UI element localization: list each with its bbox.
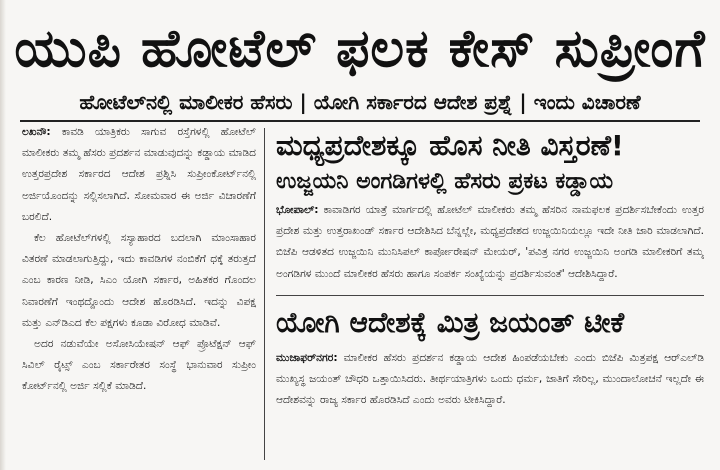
right-column	[276, 122, 704, 460]
jayant-article-body	[276, 348, 704, 412]
mp-article-headline: ಮಧ್ಯಪ್ರದೇಶಕ್ಕೂ ಹೊಸ ನೀತಿ ವಿಸ್ತರಣೆ!	[276, 129, 624, 162]
main-headline: ಯುಪಿ ಹೋಟೆಲ್ ಫಲಕ ಕೇಸ್ ಸುಪ್ರೀಂಗೆ	[14, 19, 706, 79]
page-shadow	[0, 0, 6, 470]
left-article-dateline: ಲಖನೌ:	[22, 126, 51, 138]
left-article-para-1-text: ಕಾವಡಿ ಯಾತ್ರಿಕರು ಸಾಗುವ ರಸ್ತೆಗಳಲ್ಲಿ ಹೋಟೆಲ್ ಮಾಲೀಕರು ತಮ್ಮ ಹೆಸರು ಪ್ರದರ್ಶನ ಮಾಡುವುದನ್ನು ಕಡ್ಡಾಯ ಮಾಡಿದ ಉತ್ತರಪ್ರದೇಶ ಸರ್ಕಾರದ ಆದೇಶ ಪ್ರಶ್ನಿಸಿ ಸುಪ್ರೀಂಕೋರ್ಟ್‌ನಲ್ಲಿ ಅರ್ಜಿಯೊಂದನ್ನು ಸಲ್ಲಿಸಲಾಗಿದೆ. ಸೋಮವಾರ ಈ ಅರ್ಜಿ ವಿಚಾರಣೆಗೆ ಬರಲಿದೆ.	[22, 126, 256, 223]
left-article-body	[22, 122, 256, 398]
mp-article-text: ಕಾವಾಡಿಗರ ಯಾತ್ರೆ ಮಾರ್ಗದಲ್ಲಿ ಹೋಟೆಲ್ ಮಾಲೀಕರು ತಮ್ಮ ಹೆಸರಿನ ನಾಮಫಲಕ ಪ್ರದರ್ಶಿಸಬೇಕೆಂದು ಉತ್ತರ ಪ್ರದೇಶ ಮತ್ತು ಉತ್ತರಾಖಂಡ್ ಸರ್ಕಾರ ಆದೇಶಿಸಿದ ಬೆನ್ನಲ್ಲೇ, ಮಧ್ಯಪ್ರದೇಶದ ಉಜ್ಜಯಿನಿಯಲ್ಲೂ ಇದೇ ನೀತಿ ಜಾರಿ ಮಾಡಲಾಗಿದೆ. ಬಿಜೆಪಿ ಆಡಳಿತದ ಉಜ್ಜಯಿನಿ ಮುನಿಸಿಪಲ್ ಕಾರ್ಪೋರೇಷನ್ ಮೇಯರ್, 'ಪವಿತ್ರ ನಗರ ಉಜ್ಜಯಿನಿ ಅಂಗಡಿ ಮಾಲೀಕರಿಗೆ ತಮ್ಮ ಅಂಗಡಿಗಳ ಮುಂದೆ ಮಾಲೀಕರ ಹೆಸರು ಹಾಗೂ ಸಂಪರ್ಕ ಸಂಖ್ಯೆಯನ್ನು ಪ್ರದರ್ಶಿಸುವಂತೆ' ಆದೇಶಿಸಿದ್ದಾರೆ.	[276, 204, 704, 280]
article-divider	[276, 295, 704, 296]
mp-article-subheadline: ಉಜ್ಜಯನಿ ಅಂಗಡಿಗಳಲ್ಲಿ ಹೆಸರು ಪ್ರಕಟ ಕಡ್ಡಾಯ	[276, 169, 614, 194]
left-article	[22, 122, 256, 460]
jayant-article-headline: ಯೋಗಿ ಆದೇಶಕ್ಕೆ ಮಿತ್ರ ಜಯಂತ್ ಟೀಕೆ	[276, 305, 625, 339]
left-article-para-1	[22, 122, 256, 228]
jayant-article-text: ಮಾಲೀಕರ ಹೆಸರು ಪ್ರದರ್ಶನ ಕಡ್ಡಾಯ ಆದೇಶ ಹಿಂಪಡೆಯಬೇಕು ಎಂದು ಬಿಜೆಪಿ ಮಿತ್ರಪಕ್ಷ ಆರ್‌ಎಲ್‌ಡಿ ಮುಖ್ಯಸ್ಥ ಜಯಂತ್ ಚೌಧರಿ ಒತ್ತಾಯಿಸಿದರು. ತೀರ್ಥಯಾತ್ರಿಗಳು ಒಂದು ಧರ್ಮ, ಜಾತಿಗೆ ಸೇರಿಲ್ಲ, ಮುಂದಾಲೋಚನೆ ಇಲ್ಲದೇ ಈ ಆದೇಶವನ್ನು ರಾಜ್ಯ ಸರ್ಕಾರ ಹೊರಡಿಸಿದೆ ಎಂದು ಅವರು ಟೀಕಿಸಿದ್ದಾರೆ.	[276, 351, 704, 407]
left-article-para-2: ಕೆಲ ಹೋಟೆಲ್‌ಗಳಲ್ಲಿ ಸಸ್ಯಾಹಾರದ ಬದಲಾಗಿ ಮಾಂಸಾಹಾರ ವಿತರಣೆ ಮಾಡಲಾಗುತ್ತಿದ್ದು, ಇದು ಕಾವಡಿಗಳ ನಂಬಿಕೆಗೆ ಧಕ್ಕೆ ತರುತ್ತದೆ ಎಂಬ ಕಾರಣ ನೀಡಿ, ಸಿಎಂ ಯೋಗಿ ಸರ್ಕಾರ, ಅಹಿತಕರ ಗೊಂದಲ ನಿವಾರಣೆಗೆ ಇಂಥದ್ದೊಂದು ಆದೇಶ ಹೊರಡಿಸಿದೆ. ಇದನ್ನು ವಿಪಕ್ಷ ಮತ್ತು ಎನ್‌ಡಿಎದ ಕೆಲ ಪಕ್ಷಗಳು ಕೂಡಾ ವಿರೋಧ ಮಾಡಿವೆ.	[22, 232, 256, 329]
jayant-article-dateline: ಮುಜಾಫರ್‌ನಗರ:	[276, 351, 338, 364]
column-divider	[264, 128, 265, 460]
left-article-para-3: ಅದರ ನಡುವೆಯೇ ಅಸೋಸಿಯೇಷನ್ ಆಫ್ ಪ್ರೊಟೆಕ್ಷನ್ ಆಫ್ ಸಿವಿಲ್ ರೈಟ್ಸ್ ಎಂಬ ಸರ್ಕಾರೇತರ ಸಂಸ್ಥೆ ಭಾನುವಾರ ಸುಪ್ರೀಂ ಕೋರ್ಟ್‌ನಲ್ಲಿ ಅರ್ಜಿ ಸಲ್ಲಿಕೆ ಮಾಡಿದೆ.	[22, 338, 256, 393]
sub-headline: ಹೋಟೆಲ್‌ನಲ್ಲಿ ಮಾಲೀಕರ ಹೆಸರು | ಯೋಗಿ ಸರ್ಕಾರದ ಆದೇಶ ಪ್ರಶ್ನೆ | ಇಂದು ವಿಚಾರಣೆ	[79, 90, 641, 114]
mp-article-body	[276, 200, 704, 285]
mp-article-dateline: ಭೋಪಾಲ್:	[276, 204, 319, 216]
